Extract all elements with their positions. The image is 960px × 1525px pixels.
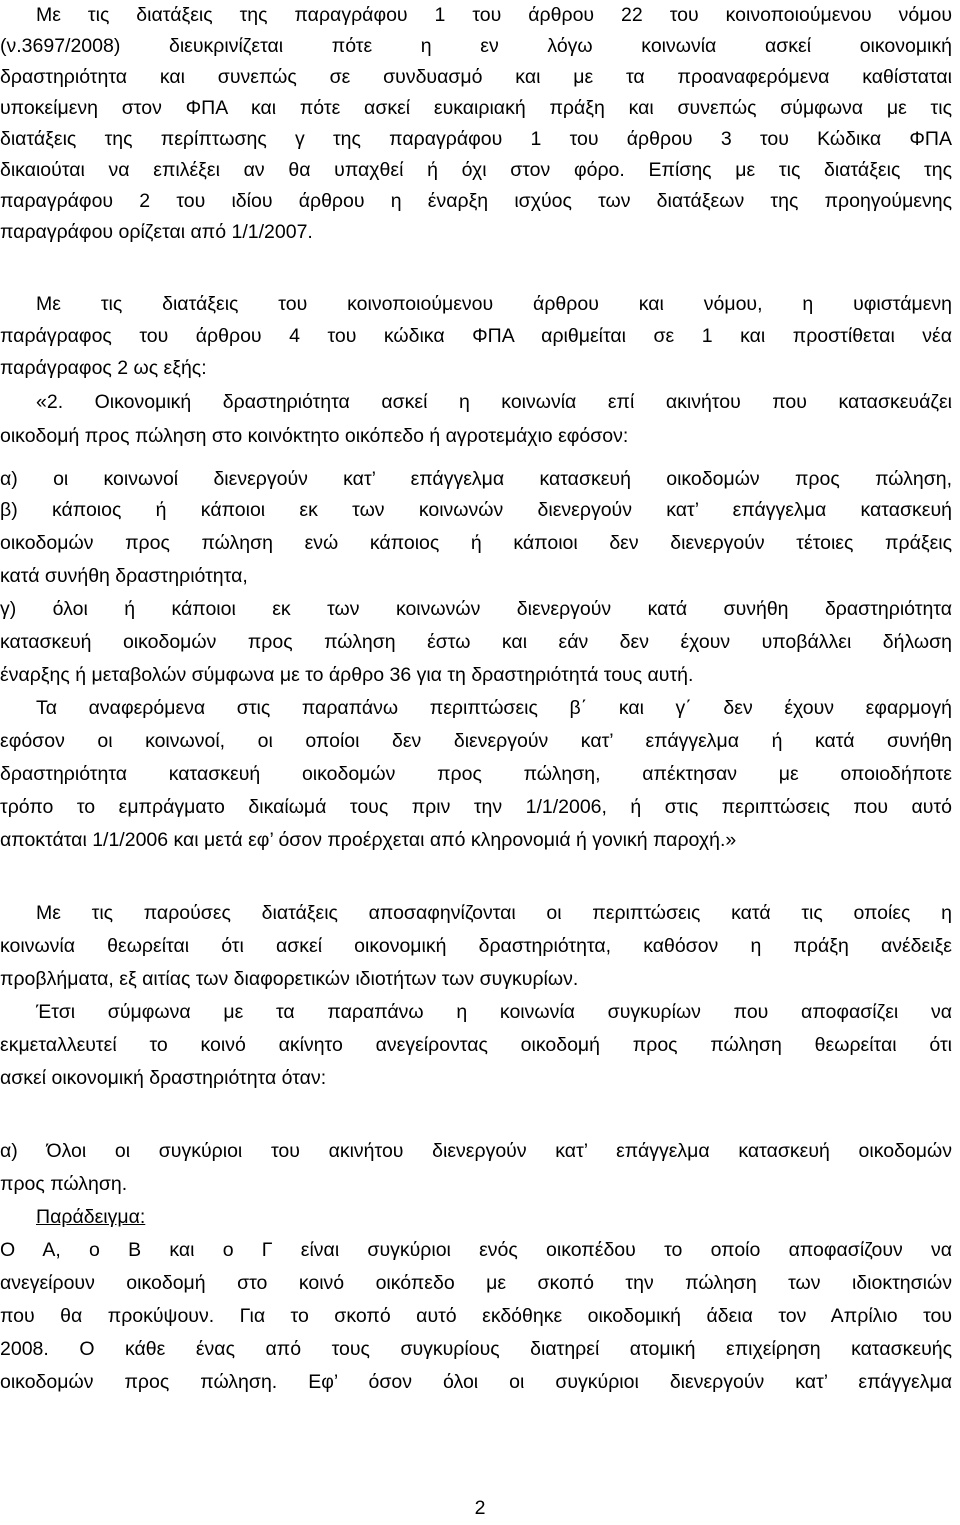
- text-line: (ν.3697/2008) διευκρινίζεται πότε η εν λόγω κοινωνία ασκεί οικονομική: [0, 35, 952, 57]
- text-line: προβλήματα, εξ αιτίας των διαφορετικών ιδιοτήτων των συγκυρίων.: [0, 968, 579, 990]
- text-line: δικαιούται να επιλέξει αν θα υπαχθεί ή όχι στον φόρο. Επίσης με τις διατάξεις της: [0, 159, 952, 181]
- text-line: α) οι κοινωνοί διενεργούν κατ’ επάγγελμα κατασκευή οικοδομών προς πώληση,: [0, 468, 952, 490]
- text-line: Με τις παρούσες διατάξεις αποσαφηνίζονται οι περιπτώσεις κατά τις οποίες η: [36, 902, 952, 924]
- text-line: διατάξεις της περίπτωσης γ της παραγράφου 1 του άρθρου 3 του Κώδικα ΦΠΑ: [0, 128, 952, 150]
- text-line: παραγράφου ορίζεται από 1/1/2007.: [0, 221, 313, 243]
- text-line: οικοδομών προς πώληση. Εφ’ όσον όλοι οι συγκύριοι διενεργούν κατ’ επάγγελμα: [0, 1371, 952, 1393]
- text-line: παραγράφου 2 του ιδίου άρθρου η έναρξη ισχύος των διατάξεων της προηγούμενης: [0, 190, 952, 212]
- text-line: ανεγείρουν οικοδομή στο κοινό οικόπεδο με σκοπό την πώληση των ιδιοκτησιών: [0, 1272, 952, 1294]
- text-line: αποκτάται 1/1/2006 και μετά εφ’ όσον προέρχεται από κληρονομιά ή γονική παροχή.»: [0, 829, 737, 851]
- text-line: Με τις διατάξεις της παραγράφου 1 του άρθρου 22 του κοινοποιούμενου νόμου: [36, 4, 952, 26]
- text-line: Ο Α, ο Β και ο Γ είναι συγκύριοι ενός οικοπέδου το οποίο αποφασίζουν να: [0, 1239, 952, 1261]
- text-line: υποκείμενη στον ΦΠΑ και πότε ασκεί ευκαιριακή πράξη και συνεπώς σύμφωνα με τις: [0, 97, 952, 119]
- text-line: β) κάποιος ή κάποιοι εκ των κοινωνών διενεργούν κατ’ επάγγελμα κατασκευή: [0, 499, 952, 521]
- example-heading: [36, 1202, 952, 1232]
- text-line: Με τις διατάξεις του κοινοποιούμενου άρθρου και νόμου, η υφιστάμενη: [36, 293, 952, 315]
- text-line: κατασκευή οικοδομών προς πώληση έστω και εάν δεν έχουν υποβάλλει δήλωση: [0, 631, 952, 653]
- text-line: γ) όλοι ή κάποιοι εκ των κοινωνών διενεργούν κατά συνήθη δραστηριότητα: [0, 598, 952, 620]
- text-line: κοινωνία θεωρείται ότι ασκεί οικονομική δραστηριότητα, καθόσον η πράξη ανέδειξε: [0, 935, 952, 957]
- text-line: δραστηριότητα κατασκευή οικοδομών προς πώληση, απέκτησαν με οποιοδήποτε: [0, 763, 952, 785]
- text-line: «2. Οικονομική δραστηριότητα ασκεί η κοινωνία επί ακινήτου που κατασκευάζει: [36, 391, 952, 413]
- text-line: εκμεταλλευτεί το κοινό ακίνητο ανεγείροντας οικοδομή προς πώληση θεωρείται ότι: [0, 1034, 952, 1056]
- text-line: 2008. Ο κάθε ένας από τους συγκυρίους διατηρεί ατομική επιχείρηση κατασκευής: [0, 1338, 952, 1360]
- text-line: έναρξης ή μεταβολών σύμφωνα με το άρθρο 36 για τη δραστηριότητά τους αυτή.: [0, 664, 694, 686]
- text-line: οικοδομή προς πώληση στο κοινόκτητο οικόπεδο ή αγροτεμάχιο εφόσον:: [0, 425, 629, 447]
- text-line: α) Όλοι οι συγκύριοι του ακινήτου διενεργούν κατ’ επάγγελμα κατασκευή οικοδομών: [0, 1140, 952, 1162]
- text-line: οικοδομών προς πώληση ενώ κάποιος ή κάποιοι δεν διενεργούν τέτοιες πράξεις: [0, 532, 952, 554]
- text-line: ασκεί οικονομική δραστηριότητα όταν:: [0, 1067, 327, 1089]
- example-heading-text: Παράδειγμα:: [36, 1206, 146, 1228]
- text-line: παράγραφος 2 ως εξής:: [0, 357, 207, 379]
- text-line: προς πώληση.: [0, 1173, 128, 1195]
- text-line: παράγραφος του άρθρου 4 του κώδικα ΦΠΑ αριθμείται σε 1 και προστίθεται νέα: [0, 325, 952, 347]
- text-line: εφόσον οι κοινωνοί, οι οποίοι δεν διενεργούν κατ’ επάγγελμα ή κατά συνήθη: [0, 730, 952, 752]
- text-line: τρόπο το εμπράγματο δικαίωμά τους πριν την 1/1/2006, ή στις περιπτώσεις που αυτό: [0, 796, 952, 818]
- text-line: δραστηριότητα και συνεπώς σε συνδυασμό και με τα προαναφερόμενα καθίσταται: [0, 66, 952, 88]
- text-line: κατά συνήθη δραστηριότητα,: [0, 565, 248, 587]
- text-line: που θα προκύψουν. Για το σκοπό αυτό εκδόθηκε οικοδομική άδεια τον Απρίλιο του: [0, 1305, 952, 1327]
- text-line: Έτσι σύμφωνα με τα παραπάνω η κοινωνία συγκυρίων που αποφασίζει να: [36, 1001, 952, 1023]
- page-number: 2: [474, 1497, 486, 1519]
- text-line: Τα αναφερόμενα στις παραπάνω περιπτώσεις β΄ και γ΄ δεν έχουν εφαρμογή: [36, 697, 952, 719]
